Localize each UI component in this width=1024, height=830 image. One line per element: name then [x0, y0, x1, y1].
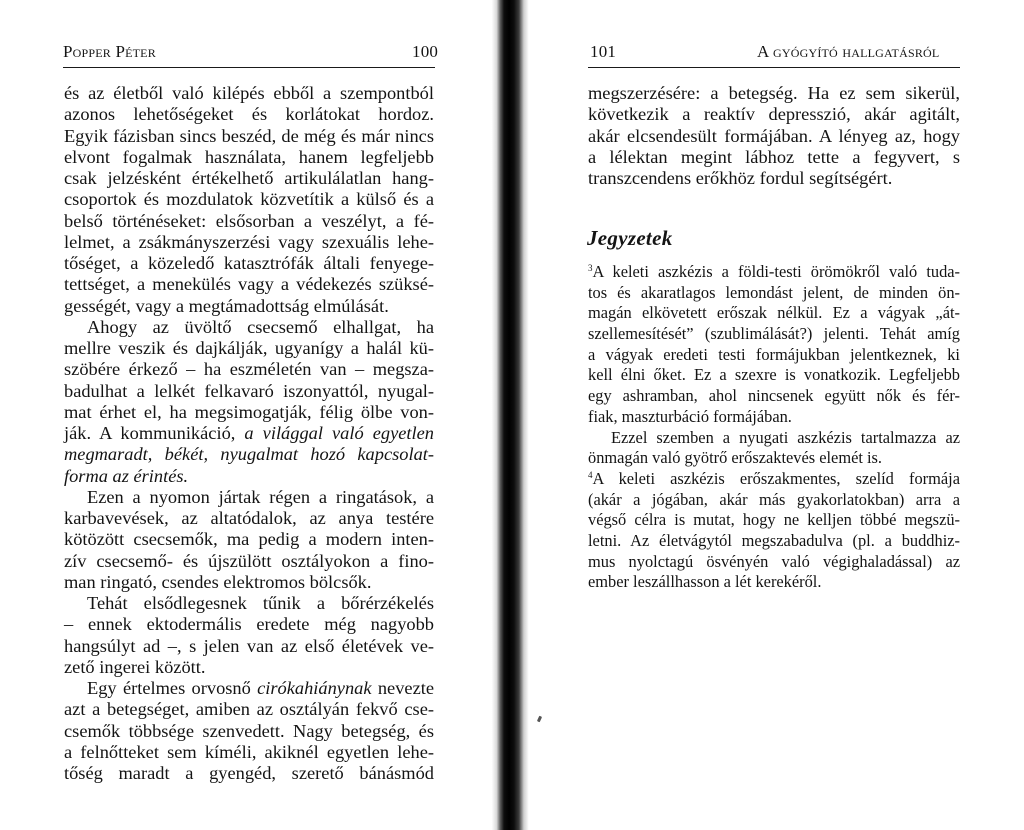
text-line [588, 168, 960, 189]
text-line [64, 83, 434, 104]
line-text: Tehát elsődlegesnek tűnik a bőrérzékelés [87, 593, 434, 613]
text-line [64, 296, 434, 317]
text-line [64, 466, 434, 487]
line-text: szöbére érkező – ha eszméletén van – megsza- [64, 359, 434, 380]
left-body-text [64, 83, 434, 784]
text-line [64, 211, 434, 232]
note-line [588, 324, 960, 345]
line-text: megmaradt, békét, nyugalmat hozó kapcsolat- [64, 444, 434, 465]
line-text: Ezzel szemben a nyugati aszkézis tartalmazza az [611, 427, 960, 447]
text-line [64, 147, 434, 168]
text-line [64, 721, 434, 742]
note-line [588, 283, 960, 304]
note-line [588, 303, 960, 324]
line-text: tettséget, a menekülés vagy a védekezés szüksé- [64, 274, 434, 295]
line-text: zető ingerei között. [64, 656, 206, 677]
footnote-marker: 3 [588, 263, 593, 273]
line-text: tőség maradt a gyengéd, szerető bánásmód [64, 763, 434, 783]
text-line [64, 126, 434, 147]
note-line [588, 510, 960, 531]
line-text: mus nyolctagú ösvényén való végighaladással) az [588, 551, 960, 571]
line-text: következik a reaktív depresszió, akár agitált, [588, 104, 960, 125]
line-text: transzcendens erőkhöz fordul segítségért. [588, 168, 893, 188]
line-text: mat érhet el, ha megsimogatják, félig ölbe von- [64, 401, 434, 422]
line-text: önmagán való gyötrő erőszaktevés elemét is. [588, 448, 883, 468]
text-line [64, 508, 434, 529]
book-gutter [478, 0, 540, 830]
note-line [588, 448, 960, 469]
text-line [64, 763, 434, 784]
line-text: belső történéseket: elsősorban a veszélyt, a fé- [64, 210, 434, 231]
text-line [64, 253, 434, 274]
text-line [64, 317, 434, 338]
text-line [588, 104, 960, 125]
note-line [588, 531, 960, 552]
text-line [64, 699, 434, 720]
line-text: a vágyak eredeti testi formájukban jelentkeznek, ki [588, 344, 960, 364]
text-line [64, 593, 434, 614]
line-text: kötözött csecsemők, ma pedig a modern inten- [64, 529, 434, 550]
footnote-marker: 4 [588, 469, 593, 480]
line-text: letni. Az életvágytól megszabadulva (pl. a buddhiz- [588, 530, 960, 550]
left-page [0, 0, 478, 830]
line-text: badulhat a lelkét felkavaró iszonyattól, nyugal- [64, 380, 434, 401]
text-line [64, 359, 434, 380]
text-line [588, 147, 960, 168]
text-line [64, 168, 434, 189]
left-running-head [63, 42, 156, 62]
text-line [64, 487, 434, 508]
line-text: elvont fogalmak használata, hanem legfeljebb [64, 146, 434, 167]
left-header-rule [63, 67, 435, 68]
line-text: gességét, vagy a megtámadottság elmúlását. [64, 295, 389, 316]
line-text: magán elkövetett erőszak nélkül. Ez a vágyak „át- [588, 303, 960, 323]
text-line [64, 551, 434, 572]
line-text: A keleti aszkézis a földi-testi örömökről való tuda- [592, 262, 960, 281]
left-page-number: 100 [412, 42, 439, 61]
line-text: tos és akaratlagos lemondást jelent, de minden ön- [588, 282, 960, 302]
text-line [64, 104, 434, 125]
line-text: Ezen a nyomon jártak régen a ringatások, a [87, 486, 434, 507]
line-text: végső célra is mutat, hogy ne kelljen többé megszü- [588, 510, 960, 530]
text-line [64, 274, 434, 295]
line-text: csemők többsége szenvedett. Nagy betegség, és [64, 720, 434, 741]
chapter-title: A gyógyító hallgatásról [757, 42, 940, 61]
line-text: szellemesítését” (szublimálását?) jelenti. Tehát amíg [588, 324, 960, 344]
right-page-number: 101 [590, 42, 617, 61]
ink-speck [537, 716, 542, 723]
line-text: a felnőtteket sem kíméli, akiknél egyetlen lehe- [64, 741, 434, 762]
text-line [64, 614, 434, 635]
note-line [588, 386, 960, 407]
text-line [64, 657, 434, 678]
note-line [588, 262, 960, 283]
text-line [64, 189, 434, 210]
text-span: Egy értelmes orvosnő [87, 678, 258, 698]
italic-span: a világgal való egyetlen [244, 423, 434, 443]
text-line [64, 678, 434, 699]
text-line [588, 126, 960, 147]
text-line [64, 529, 434, 550]
notes-text [588, 262, 960, 593]
text-line [64, 381, 434, 402]
line-text: csak jelzésként értékelhető artikulálatlan hang- [64, 168, 434, 188]
line-text: azonos lehetőségeket és korlátokat hordoz. [64, 104, 434, 125]
line-text: a lélektan megint lábhoz tette a fegyvert, s [588, 146, 960, 167]
line-text: (akár a jógában, akár más gyakorlatokban) arra a [588, 489, 960, 509]
line-text: ember leszállhasson a lét kerekéről. [588, 572, 822, 592]
line-text: lelmet, a zsákmányszerzési vagy szexuális lehe- [64, 231, 434, 252]
note-line [588, 490, 960, 511]
note-line [588, 469, 960, 490]
italic-span: cirókahiánynak [257, 678, 372, 698]
line-text: kell élni őket. Ez a szexre is vonatkozik. Legfeljebb [588, 365, 960, 385]
line-text: A keleti aszkézis erőszakmentes, szelíd formája [592, 468, 960, 488]
note-line [588, 552, 960, 573]
line-text: csoportok és mozdulatok közvetítik a külső és a [64, 189, 434, 210]
author-name: Popper Péter [63, 42, 156, 61]
text-span: nevezte [371, 678, 434, 698]
right-body-text [588, 83, 960, 189]
note-line [588, 365, 960, 386]
line-text: azt a betegséget, amiben az osztályán fekvő cse- [64, 699, 434, 720]
right-running-head [757, 42, 939, 62]
text-span: ják. A kommunikáció, [64, 423, 245, 443]
line-text: man ringató, csendes elektromos bölcsők. [64, 571, 372, 592]
line-text: forma az érintés. [64, 465, 189, 486]
text-line [64, 232, 434, 253]
text-line [64, 402, 434, 423]
note-line [588, 407, 960, 428]
text-line [588, 83, 960, 104]
notes-heading: Jegyzetek [587, 226, 673, 250]
line-text: egy ashramban, ahol nincsenek együtt nők és fér- [588, 386, 960, 406]
text-line [64, 742, 434, 763]
right-header-rule [588, 67, 960, 68]
line-text: megszerzésére: a betegség. Ha ez sem sikerül, [588, 83, 960, 103]
line-text: Egyik fázisban sincs beszéd, de még és már nincs [64, 125, 434, 146]
line-text: hangsúlyt ad –, s jelen van az első életévek ve- [64, 635, 434, 656]
note-line [588, 572, 960, 593]
line-text: karbavevések, az altatódalok, az anya testére [64, 508, 434, 528]
text-line [64, 338, 434, 359]
line-text: Ahogy az üvöltő csecsemő elhallgat, ha [87, 316, 434, 337]
note-line [588, 428, 960, 449]
text-line [64, 423, 434, 444]
text-line [64, 572, 434, 593]
line-text: mellre veszik és dajkálják, ugyanígy a halál kü- [64, 338, 434, 358]
line-text: zív csecsemő- és újszülött osztályokon a fino- [64, 550, 434, 571]
line-text: tőséget, a közeledő katasztrófák általi fenyege- [64, 253, 434, 273]
line-text: akár elcsendesült formájában. A lényeg az, hogy [588, 125, 960, 146]
right-page [540, 0, 1024, 830]
text-line [64, 444, 434, 465]
note-line [588, 345, 960, 366]
line-text: – ennek ektodermális eredete még nagyobb [64, 614, 434, 635]
line-text: fiak, maszturbáció formájában. [588, 406, 792, 426]
line-text: és az életből való kilépés ebből a szempontból [64, 83, 434, 103]
text-line [64, 636, 434, 657]
